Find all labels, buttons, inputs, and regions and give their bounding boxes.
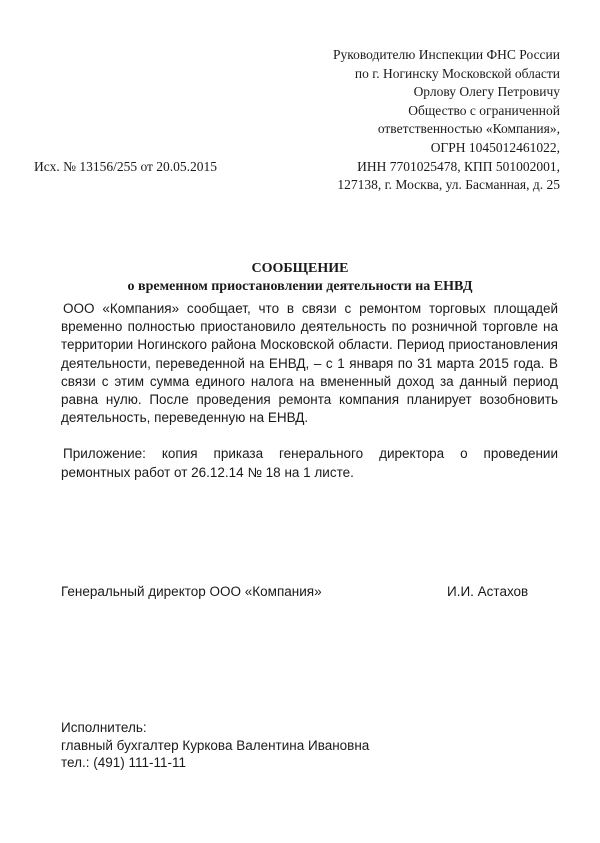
addressee-line: ОГРН 1045012461022, <box>430 139 560 155</box>
addressee-line: по г. Ногинску Московской области <box>354 65 560 81</box>
document-title <box>0 260 600 296</box>
executor-person: главный бухгалтер Куркова Валентина Ивановна <box>61 737 370 753</box>
executor-phone: тел.: (491) 111-11-11 <box>61 755 187 770</box>
addressee-line: 127138, г. Москва, ул. Басманная, д. 25 <box>337 177 560 193</box>
attachment-paragraph <box>61 445 558 481</box>
document-body <box>61 300 558 482</box>
attachment-text: Приложение: копия приказа генерального директора о проведении ремонтных работ от 26.12.14 № 18 на 1 листе. <box>61 446 558 480</box>
addressee-line: ИНН 7701025478, КПП 501002001, <box>357 158 560 174</box>
addressee-block <box>333 46 560 195</box>
body-paragraph <box>61 300 558 427</box>
executor-label: Исполнитель: <box>61 720 147 735</box>
addressee-line: Орлову Олегу Петровичу <box>413 84 560 100</box>
body-paragraph-text: ООО «Компания» сообщает, что в связи с ремонтом торговых площадей временно полностью приостановило деятельность по розничной торговле на территории Ногинского района Московской области. Период приостановления деятельности, переведенной на ЕНВД, – с 1 января по 31 марта 2015 года. В связи с этим сумма единого налога на вмененный доход за данный период равна нулю. После проведения ремонта компания планирует возобновить деятельность, переведенную на ЕНВД. <box>61 301 558 426</box>
title-main: СООБЩЕНИЕ <box>251 261 349 276</box>
outgoing-reference: Исх. № 13156/255 от 20.05.2015 <box>34 159 218 174</box>
addressee-line: Общество с ограниченной <box>408 102 560 118</box>
signature-name: И.И. Астахов <box>447 584 529 599</box>
addressee-line: ответственностью «Компания», <box>377 121 560 137</box>
title-subtitle: о временном приостановлении деятельности на ЕНВД <box>127 279 473 294</box>
executor-block <box>61 719 369 772</box>
addressee-line: Руководителю Инспекции ФНС России <box>333 47 560 62</box>
signature-position: Генеральный директор ООО «Компания» <box>61 584 322 599</box>
